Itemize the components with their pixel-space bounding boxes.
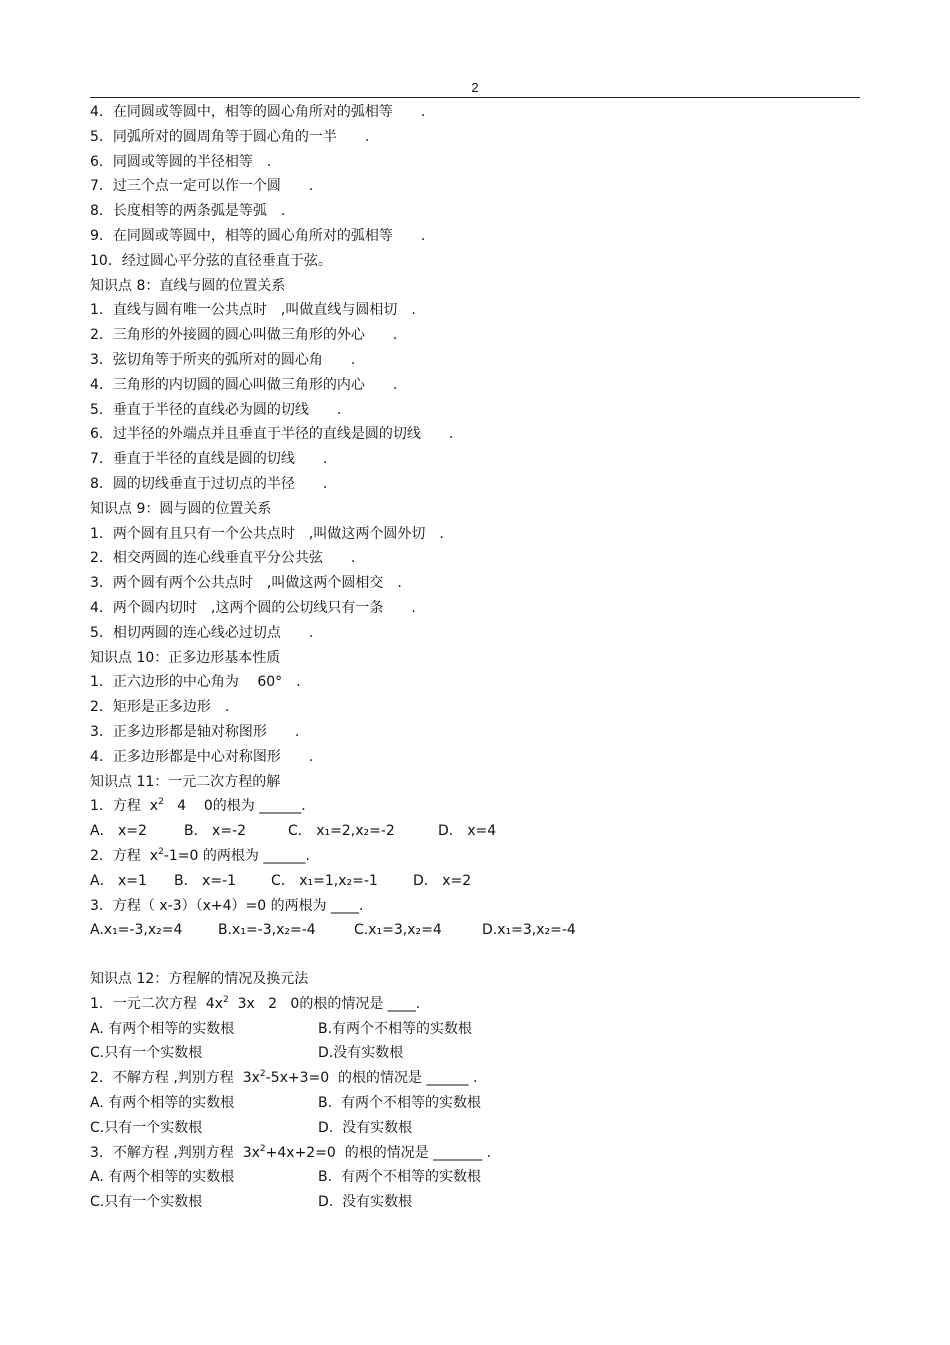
- document-body: [90, 100, 860, 1215]
- q-pre: 2．方程 x: [90, 847, 159, 864]
- s8-item: 6．过半径的外端点并且垂直于半径的直线是圆的切线 .: [90, 426, 454, 443]
- s10-item: 1．正六边形的中心角为 60° .: [90, 674, 301, 691]
- option-b: B. 有两个不相等的实数根: [318, 1095, 481, 1112]
- q-post: -5x+3=0 的根的情况是 ______ .: [265, 1070, 478, 1087]
- s9-item: 5．相切两圆的连心线必过切点 .: [90, 624, 314, 641]
- s11-q2-options: [90, 869, 860, 894]
- q-sup: 2: [158, 846, 164, 857]
- option-c: C.只有一个实数根: [90, 1045, 203, 1062]
- s11-q1-options: [90, 819, 860, 844]
- q-post: 4 0的根为 ______.: [163, 798, 306, 815]
- s8-item: 4．三角形的内切圆的圆心叫做三角形的内心 .: [90, 376, 398, 393]
- s7-item: 4．在同圆或等圆中，相等的圆心角所对的弧相等 .: [90, 104, 426, 120]
- s11-q2: [90, 844, 860, 869]
- s12-q3: [90, 1141, 860, 1166]
- s10-item: 4．正多边形都是中心对称图形 .: [90, 748, 314, 765]
- option-a: A. 有两个相等的实数根: [90, 1169, 235, 1186]
- option-c: C.x₁=3,x₂=4: [354, 922, 442, 939]
- s10-item: 2．矩形是正多边形 .: [90, 699, 230, 716]
- q-pre: 1．一元二次方程 4x: [90, 995, 223, 1012]
- page-number: 2: [471, 80, 479, 95]
- s12-q3-options-row2: [90, 1190, 860, 1215]
- s10-item: 3．正多边形都是轴对称图形 .: [90, 723, 300, 740]
- s11-q3: 3．方程（ x-3）（x+4）=0 的两根为 ____.: [90, 897, 364, 914]
- option-d: D.x₁=3,x₂=-4: [482, 922, 576, 939]
- q-sup: 2: [259, 1069, 266, 1080]
- option-a: A． x=2: [90, 823, 147, 840]
- option-b: B.有两个不相等的实数根: [318, 1020, 473, 1037]
- q-sup: 2: [259, 1143, 266, 1154]
- s7-item: 6．同圆或等圆的半径相等 .: [90, 153, 272, 170]
- option-b: B.x₁=-3,x₂=-4: [218, 922, 316, 939]
- s11-q3-options: [90, 918, 860, 943]
- option-c: C.只有一个实数根: [90, 1194, 203, 1211]
- s12-q1-options-row2: [90, 1041, 860, 1066]
- option-a: A. 有两个相等的实数根: [90, 1020, 235, 1037]
- s8-item: 5．垂直于半径的直线必为圆的切线 .: [90, 401, 342, 418]
- s7-item: 7．过三个点一定可以作一个圆 .: [90, 178, 314, 195]
- s9-item: 4．两个圆内切时 ,这两个圆的公切线只有一条 .: [90, 599, 416, 616]
- q-pre: 1．方程 x: [90, 798, 159, 815]
- q-pre: 2．不解方程 ,判别方程 3x: [90, 1070, 260, 1087]
- q-post: +4x+2=0 的根的情况是 _______ .: [265, 1144, 492, 1161]
- s8-item: 1．直线与圆有唯一公共点时 ,叫做直线与圆相切 .: [90, 302, 416, 319]
- s9-item: 3．两个圆有两个公共点时 ,叫做这两个圆相交 .: [90, 575, 402, 592]
- option-b: B. 有两个不相等的实数根: [318, 1169, 481, 1186]
- s12-q1: [90, 992, 860, 1017]
- section-gap: [90, 943, 860, 967]
- q-post: 3x 2 0的根的情况是 ____.: [228, 995, 421, 1012]
- s12-q3-options-row1: [90, 1165, 860, 1190]
- option-a: A． x=1: [90, 872, 147, 889]
- s12-heading: 知识点 12：方程解的情况及换元法: [90, 971, 309, 988]
- option-b: B． x=-2: [184, 823, 247, 840]
- s8-heading: 知识点 8：直线与圆的位置关系: [90, 277, 286, 294]
- s8-item: 7．垂直于半径的直线是圆的切线 .: [90, 451, 328, 468]
- s8-item: 3．弦切角等于所夹的弧所对的圆心角 .: [90, 351, 356, 368]
- option-c: C． x₁=2,x₂=-2: [288, 823, 395, 840]
- s12-q2: [90, 1066, 860, 1091]
- option-d: D． x=2: [413, 872, 472, 889]
- s11-heading: 知识点 11：一元二次方程的解: [90, 773, 281, 790]
- s9-item: 1．两个圆有且只有一个公共点时 ,叫做这两个圆外切 .: [90, 525, 444, 542]
- s11-q1: [90, 794, 860, 819]
- s7-item: 5．同弧所对的圆周角等于圆心角的一半 .: [90, 128, 370, 145]
- header-rule: [90, 97, 860, 98]
- q-sup: 2: [158, 797, 164, 808]
- q-sup: 2: [223, 994, 229, 1005]
- q-pre: 3．不解方程 ,判别方程 3x: [90, 1144, 260, 1161]
- q-post: -1=0 的两根为 ______.: [163, 847, 310, 864]
- s9-heading: 知识点 9：圆与圆的位置关系: [90, 500, 272, 517]
- s7-item: 10．经过圆心平分弦的直径垂直于弦。: [90, 252, 332, 269]
- s9-item: 2．相交两圆的连心线垂直平分公共弦 .: [90, 550, 356, 567]
- s8-item: 8．圆的切线垂直于过切点的半径 .: [90, 475, 328, 492]
- s7-item: 8．长度相等的两条弧是等弧 .: [90, 203, 286, 220]
- option-d: D.没有实数根: [318, 1045, 404, 1062]
- option-d: D． x=4: [438, 823, 497, 840]
- s8-item: 2．三角形的外接圆的圆心叫做三角形的外心 .: [90, 327, 398, 344]
- option-b: B． x=-1: [174, 872, 237, 889]
- s7-item: 9．在同圆或等圆中，相等的圆心角所对的弧相等 .: [90, 227, 426, 244]
- option-c: C.只有一个实数根: [90, 1119, 203, 1136]
- option-a: A.x₁=-3,x₂=4: [90, 922, 183, 939]
- s10-heading: 知识点 10：正多边形基本性质: [90, 649, 281, 666]
- option-c: C． x₁=1,x₂=-1: [271, 872, 378, 889]
- s12-q2-options-row1: [90, 1091, 860, 1116]
- s12-q1-options-row1: [90, 1017, 860, 1042]
- option-d: D. 没有实数根: [318, 1119, 413, 1136]
- option-d: D. 没有实数根: [318, 1194, 413, 1211]
- option-a: A. 有两个相等的实数根: [90, 1095, 235, 1112]
- s12-q2-options-row2: [90, 1116, 860, 1141]
